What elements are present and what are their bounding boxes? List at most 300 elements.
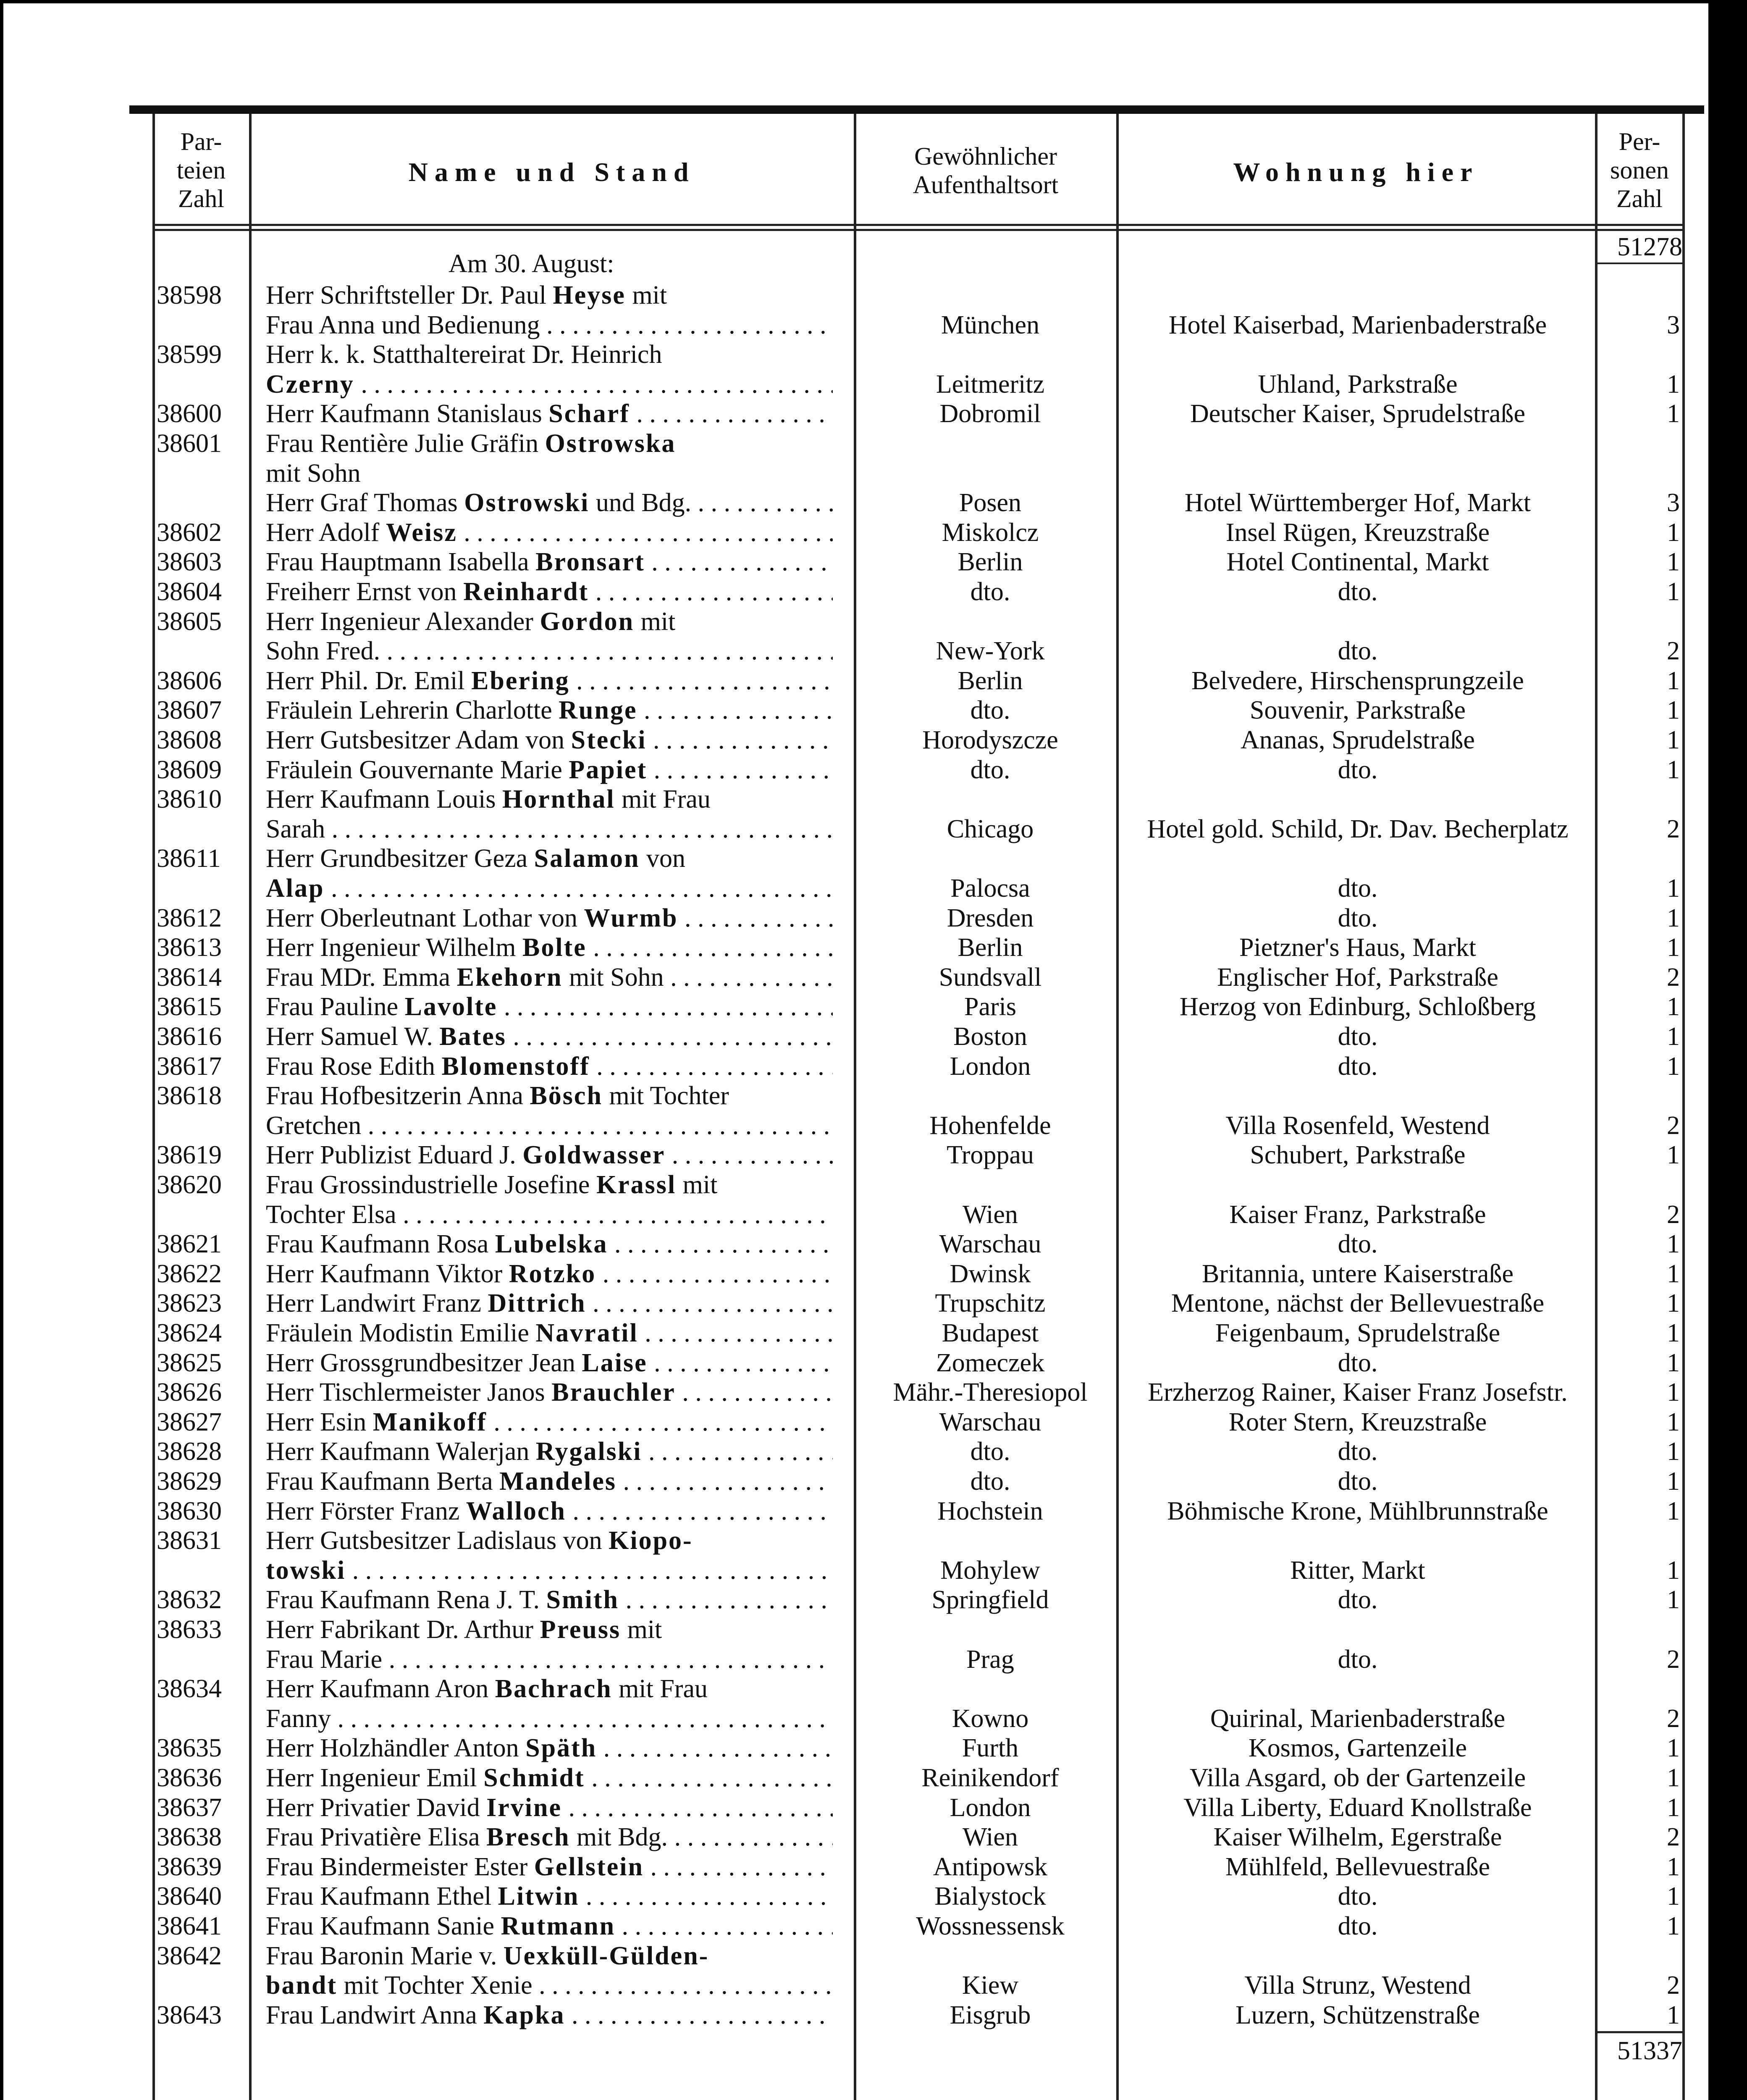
- entry-personen: 1: [1667, 903, 1680, 932]
- entry-text: Frau Kaufmann Rena J. T.: [266, 1586, 546, 1614]
- entry-name-line: [266, 1259, 833, 1289]
- entry-personen: 2: [1667, 1704, 1680, 1733]
- entry-ort: Boston: [953, 1022, 1027, 1051]
- entry-ort: Zomeczek: [936, 1348, 1045, 1377]
- entry-surname: Kapka: [483, 2000, 565, 2029]
- entry-ort: Berlin: [957, 933, 1023, 962]
- total-rule: [1595, 2031, 1685, 2033]
- entry-wohnung: dto.: [1338, 637, 1378, 666]
- entry-wohnung: Villa Liberty, Eduard Knollstraße: [1183, 1793, 1532, 1822]
- entry-name-line: [266, 1911, 833, 1941]
- entry-text: Gretchen: [266, 1111, 362, 1140]
- carry-over-count: 51278: [1617, 233, 1682, 261]
- entry-name-line: [266, 1556, 833, 1586]
- entry-name-line: [266, 1229, 833, 1259]
- entry-ort: Hohenfelde: [929, 1111, 1051, 1140]
- entry-text: Tochter Elsa: [266, 1200, 396, 1229]
- entry-wohnung: Mühlfeld, Bellevuestraße: [1225, 1852, 1490, 1881]
- register-page: [3, 3, 1708, 2100]
- entry-wohnung: Deutscher Kaiser, Sprudelstraße: [1190, 399, 1526, 428]
- entry-text: Herr Adolf: [266, 518, 386, 547]
- entry-wohnung: dto.: [1338, 1437, 1378, 1466]
- entry-ort: Dobromil: [939, 399, 1041, 428]
- entry-zahl: 38622: [157, 1259, 222, 1288]
- entry-surname: Blomenstoff: [441, 1052, 590, 1081]
- entry-surname: Scharf: [548, 399, 630, 428]
- entry-surname: bandt: [266, 1971, 338, 2000]
- entry-wohnung: Herzog von Edinburg, Schloßberg: [1179, 992, 1536, 1021]
- entry-text: Herr Gutsbesitzer Adam von: [266, 726, 571, 754]
- col-line-name: [854, 114, 856, 2100]
- entry-text: Frau Kaufmann Ethel: [266, 1882, 498, 1911]
- entry-personen: 1: [1667, 1852, 1680, 1881]
- entry-wohnung: dto.: [1338, 755, 1378, 784]
- entry-wohnung: Uhland, Parkstraße: [1258, 370, 1458, 399]
- entry-name-line: [266, 755, 833, 785]
- entry-surname: Lavolte: [404, 992, 498, 1021]
- entry-ort: Posen: [959, 488, 1022, 517]
- entry-personen: 1: [1667, 874, 1680, 903]
- entry-wohnung: dto.: [1338, 1586, 1378, 1614]
- entry-zahl: 38637: [157, 1793, 222, 1822]
- entry-text: Herr Phil. Dr. Emil: [266, 666, 472, 695]
- entry-surname: Bösch: [530, 1082, 603, 1110]
- entry-ort: Horodyszcze: [922, 726, 1058, 754]
- header-rule-1: [152, 224, 1685, 226]
- entry-surname: Bronsart: [535, 548, 645, 577]
- entry-wohnung: Kaiser Wilhelm, Egerstraße: [1213, 1823, 1502, 1852]
- entry-ort: London: [950, 1793, 1031, 1822]
- entry-surname: Dittrich: [488, 1289, 586, 1318]
- entry-ort: dto.: [970, 696, 1010, 725]
- entry-ort: London: [950, 1052, 1031, 1081]
- entry-surname: Irvine: [486, 1793, 562, 1822]
- entry-wohnung: Souvenir, Parkstraße: [1249, 696, 1466, 725]
- entry-surname: Gellstein: [534, 1852, 644, 1881]
- entry-zahl: 38626: [157, 1378, 222, 1407]
- entry-text: mit Tochter: [602, 1082, 729, 1110]
- entry-text: Frau Pauline: [266, 992, 405, 1021]
- entry-text: Herr Schriftsteller Dr. Paul: [266, 281, 553, 310]
- entry-surname: Uexküll-Gülden-: [503, 1941, 709, 1970]
- entry-surname: Navratil: [535, 1319, 638, 1347]
- entry-ort: Chicago: [947, 814, 1034, 843]
- entry-personen: 1: [1667, 1764, 1680, 1792]
- entry-zahl: 38631: [157, 1526, 222, 1555]
- entry-zahl: 38608: [157, 726, 222, 754]
- entry-ort: Wien: [963, 1200, 1018, 1229]
- entry-zahl: 38638: [157, 1823, 222, 1852]
- entry-text: Fanny: [266, 1704, 331, 1733]
- entry-personen: 1: [1667, 518, 1680, 547]
- entry-zahl: 38629: [157, 1467, 222, 1496]
- entry-name-line: [266, 1081, 833, 1111]
- entry-text: Herr Kaufmann Aron: [266, 1675, 495, 1704]
- entry-surname: Brauchler: [551, 1378, 676, 1407]
- entry-personen: 2: [1667, 963, 1680, 992]
- entry-text: Frau Rentière Julie Gräfin: [266, 429, 545, 458]
- entry-ort: Berlin: [957, 548, 1023, 577]
- entry-name-line: [266, 1941, 833, 1971]
- entry-name-line: [266, 903, 833, 933]
- entry-surname: Laise: [582, 1348, 648, 1377]
- entry-surname: Walloch: [466, 1496, 566, 1525]
- header-ort: Gewöhnlicher Aufenthaltsort: [913, 142, 1059, 199]
- entry-surname: Bolte: [522, 933, 587, 962]
- entry-ort: Troppau: [947, 1141, 1034, 1170]
- entry-text: Frau Kaufmann Berta: [266, 1467, 500, 1496]
- entry-wohnung: dto.: [1338, 1645, 1378, 1674]
- entry-text: mit Tochter Xenie: [337, 1971, 532, 2000]
- entry-personen: 2: [1667, 1823, 1680, 1852]
- entry-text: Herr Förster Franz: [266, 1496, 466, 1525]
- entry-surname: Lubelska: [495, 1230, 608, 1259]
- entry-personen: 1: [1667, 578, 1680, 606]
- entry-zahl: 38618: [157, 1082, 222, 1110]
- entry-zahl: 38603: [157, 548, 222, 577]
- entry-wohnung: dto.: [1338, 1052, 1378, 1081]
- entry-wohnung: Luzern, Schützenstraße: [1235, 2000, 1480, 2029]
- entry-surname: Hornthal: [502, 785, 615, 814]
- entry-personen: 1: [1667, 1437, 1680, 1466]
- entry-ort: Leitmeritz: [936, 370, 1045, 399]
- entry-text: mit: [625, 281, 667, 310]
- entry-ort: Furth: [962, 1734, 1019, 1763]
- entry-name-line: [266, 1052, 833, 1082]
- entry-text: mit Frau: [612, 1675, 708, 1704]
- entry-name-line: [266, 1289, 833, 1318]
- entry-wohnung: Britannia, untere Kaiserstraße: [1202, 1259, 1514, 1288]
- entry-text: Frau Hauptmann Isabella: [266, 548, 536, 577]
- subtotal-rule: [1595, 262, 1685, 264]
- entry-ort: Warschau: [939, 1230, 1041, 1259]
- entry-surname: Rygalski: [535, 1437, 642, 1466]
- entry-name-line: [266, 963, 833, 992]
- entry-personen: 1: [1667, 1052, 1680, 1081]
- entry-wohnung: Mentone, nächst der Bellevuestraße: [1171, 1289, 1545, 1318]
- entry-name-line: [266, 992, 833, 1022]
- entry-text: und Bdg.: [589, 488, 692, 517]
- entry-text: Frau Landwirt Anna: [266, 2000, 484, 2029]
- entry-wohnung: Villa Asgard, ob der Gartenzeile: [1189, 1764, 1526, 1792]
- header-name: Name und Stand: [408, 157, 695, 187]
- entry-name-line: [266, 1496, 833, 1526]
- entry-zahl: 38632: [157, 1586, 222, 1614]
- entry-ort: Dwinsk: [950, 1259, 1031, 1288]
- entry-ort: Prag: [966, 1645, 1014, 1674]
- entry-zahl: 38616: [157, 1022, 222, 1051]
- entry-name-line: [266, 1111, 833, 1141]
- entry-personen: 1: [1667, 992, 1680, 1021]
- entry-personen: 1: [1667, 1556, 1680, 1585]
- entry-name-line: [266, 1170, 833, 1200]
- entry-surname: Rutmann: [501, 1912, 616, 1940]
- entry-text: Herr Ingenieur Wilhelm: [266, 933, 522, 962]
- entry-name-line: [266, 814, 833, 844]
- entry-ort: Budapest: [942, 1319, 1039, 1347]
- entry-personen: 2: [1667, 637, 1680, 666]
- entry-personen: 1: [1667, 1289, 1680, 1318]
- entry-name-line: [266, 1763, 833, 1793]
- entry-text: Herr Tischlermeister Janos: [266, 1378, 552, 1407]
- entry-personen: 3: [1667, 310, 1680, 339]
- entry-text: Frau Anna und Bedienung: [266, 310, 540, 339]
- entry-zahl: 38636: [157, 1764, 222, 1792]
- entry-surname: Späth: [525, 1734, 597, 1763]
- entry-ort: Sundsvall: [939, 963, 1042, 992]
- entry-ort: New-York: [936, 637, 1045, 666]
- entry-surname: Bresch: [486, 1823, 570, 1852]
- entry-text: Herr Samuel W.: [266, 1022, 440, 1051]
- entry-zahl: 38602: [157, 518, 222, 547]
- entry-personen: 1: [1667, 1319, 1680, 1347]
- entry-surname: Smith: [546, 1586, 619, 1614]
- entry-text: Herr Publizist Eduard J.: [266, 1141, 523, 1170]
- entry-personen: 1: [1667, 2000, 1680, 2029]
- entry-surname: Czerny: [266, 370, 354, 399]
- entry-text: mit Sohn: [266, 459, 361, 488]
- entry-ort: Paris: [964, 992, 1016, 1021]
- entry-name-line: [266, 1378, 833, 1407]
- entry-name-line: [266, 1882, 833, 1911]
- header-wohnung: Wohnung hier: [1233, 157, 1479, 187]
- entry-wohnung: Englischer Hof, Parkstraße: [1217, 963, 1498, 992]
- entry-name-line: [266, 607, 833, 637]
- entry-zahl: 38598: [157, 281, 222, 310]
- entry-personen: 1: [1667, 1230, 1680, 1259]
- entry-text: Herr Ingenieur Alexander: [266, 607, 540, 636]
- entry-text: mit Bdg.: [570, 1823, 668, 1852]
- entry-name-line: [266, 577, 833, 607]
- entry-text: Frau Marie: [266, 1645, 383, 1674]
- entry-personen: 1: [1667, 1378, 1680, 1407]
- entry-personen: 1: [1667, 1022, 1680, 1051]
- entry-personen: 1: [1667, 548, 1680, 577]
- entry-surname: Salamon: [534, 844, 640, 873]
- entry-name-line: [266, 310, 833, 340]
- entry-name-line: [266, 1674, 833, 1704]
- entry-ort: dto.: [970, 755, 1010, 784]
- entry-name-line: [266, 1615, 833, 1645]
- entry-wohnung: dto.: [1338, 1348, 1378, 1377]
- entry-text: mit: [621, 1615, 662, 1644]
- entry-name-line: [266, 636, 833, 666]
- entry-ort: Hochstein: [937, 1496, 1043, 1525]
- entry-text: Frau Baronin Marie v.: [266, 1941, 504, 1970]
- entry-wohnung: Erzherzog Rainer, Kaiser Franz Josefstr.: [1148, 1378, 1568, 1407]
- entry-zahl: 38619: [157, 1141, 222, 1170]
- entry-personen: 2: [1667, 1645, 1680, 1674]
- entry-wohnung: dto.: [1338, 1467, 1378, 1496]
- entry-ort: Berlin: [957, 666, 1023, 695]
- entry-text: Fräulein Gouvernante Marie: [266, 755, 569, 784]
- entry-zahl: 38634: [157, 1675, 222, 1704]
- entry-surname: Litwin: [498, 1882, 580, 1911]
- entry-surname: Gordon: [540, 607, 635, 636]
- entry-surname: Krassl: [596, 1171, 677, 1199]
- entry-wohnung: Schubert, Parkstraße: [1250, 1141, 1466, 1170]
- entry-name-line: [266, 340, 833, 370]
- entry-text: Herr Kaufmann Stanislaus: [266, 399, 549, 428]
- entry-wohnung: dto.: [1338, 1882, 1378, 1911]
- entry-text: Frau Kaufmann Sanie: [266, 1912, 501, 1940]
- entry-zahl: 38609: [157, 755, 222, 784]
- entry-zahl: 38630: [157, 1496, 222, 1525]
- entry-wohnung: Villa Rosenfeld, Westend: [1225, 1111, 1490, 1140]
- entry-zahl: 38628: [157, 1437, 222, 1466]
- entry-name-line: [266, 844, 833, 874]
- entry-zahl: 38641: [157, 1912, 222, 1940]
- entry-name-line: [266, 1704, 833, 1734]
- entry-zahl: 38623: [157, 1289, 222, 1318]
- entry-text: Herr Kaufmann Viktor: [266, 1259, 509, 1288]
- entry-zahl: 38633: [157, 1615, 222, 1644]
- entry-name-line: [266, 547, 833, 577]
- entry-name-line: [266, 1585, 833, 1615]
- entry-personen: 1: [1667, 755, 1680, 784]
- entry-text: Herr Holzhändler Anton: [266, 1734, 526, 1763]
- entry-surname: Alap: [266, 874, 325, 903]
- entry-text: Herr Esin: [266, 1407, 373, 1436]
- entry-wohnung: Insel Rügen, Kreuzstraße: [1225, 518, 1490, 547]
- entry-ort: Wien: [963, 1823, 1018, 1852]
- entry-wohnung: dto.: [1338, 1022, 1378, 1051]
- entry-text: Frau Kaufmann Rosa: [266, 1230, 495, 1259]
- entry-wohnung: Ananas, Sprudelstraße: [1241, 726, 1475, 754]
- entry-name-line: [266, 785, 833, 814]
- entry-name-line: [266, 1140, 833, 1170]
- entry-personen: 2: [1667, 1971, 1680, 2000]
- entry-zahl: 38642: [157, 1941, 222, 1970]
- entry-name-line: [266, 933, 833, 963]
- entry-personen: 1: [1667, 1348, 1680, 1377]
- entry-name-line: [266, 666, 833, 696]
- entry-name-line: [266, 874, 833, 903]
- entry-text: Herr k. k. Statthaltereirat Dr. Heinrich: [266, 340, 662, 369]
- entry-surname: Manikoff: [372, 1407, 487, 1436]
- entry-zahl: 38624: [157, 1319, 222, 1347]
- entry-surname: Ostrowski: [464, 488, 590, 517]
- entry-ort: Eisgrub: [950, 2000, 1031, 2029]
- entry-text: Herr Oberleutnant Lothar von: [266, 903, 584, 932]
- entry-text: Frau MDr. Emma: [266, 963, 457, 992]
- entry-ort: Dresden: [947, 903, 1034, 932]
- entry-text: Herr Fabrikant Dr. Arthur: [266, 1615, 540, 1644]
- entry-ort: dto.: [970, 578, 1010, 606]
- entry-personen: 1: [1667, 933, 1680, 962]
- entry-surname: Rotzko: [509, 1259, 596, 1288]
- entry-text: Sarah: [266, 814, 325, 843]
- entry-zahl: 38605: [157, 607, 222, 636]
- entry-zahl: 38640: [157, 1882, 222, 1911]
- entry-zahl: 38611: [157, 844, 221, 873]
- entry-ort: Bialystock: [934, 1882, 1046, 1911]
- entry-personen: 1: [1667, 1496, 1680, 1525]
- entry-wohnung: dto.: [1338, 578, 1378, 606]
- entry-wohnung: Böhmische Krone, Mühlbrunnstraße: [1167, 1496, 1548, 1525]
- entry-text: Herr Privatier David: [266, 1793, 487, 1822]
- entry-personen: 2: [1667, 1111, 1680, 1140]
- entry-ort: Springfield: [931, 1586, 1049, 1614]
- entry-text: mit: [676, 1171, 718, 1199]
- entry-text: Sohn Fred.: [266, 637, 380, 666]
- entry-text: Herr Grossgrundbesitzer Jean: [266, 1348, 582, 1377]
- entry-surname: Runge: [559, 696, 637, 725]
- entry-surname: Bachrach: [495, 1675, 612, 1704]
- entry-wohnung: Pietzner's Haus, Markt: [1239, 933, 1476, 962]
- header-zahl: Par- teien Zahl: [176, 128, 226, 213]
- entry-name-line: [266, 1200, 833, 1230]
- entry-text: Herr Gutsbesitzer Ladislaus von: [266, 1526, 609, 1555]
- entry-surname: Ebering: [471, 666, 570, 695]
- entry-surname: Preuss: [540, 1615, 621, 1644]
- entry-surname: Papiet: [569, 755, 648, 784]
- entry-zahl: 38621: [157, 1230, 222, 1259]
- entry-name-line: [266, 1022, 833, 1052]
- entry-zahl: 38604: [157, 578, 222, 606]
- entry-personen: 1: [1667, 1141, 1680, 1170]
- entry-zahl: 38599: [157, 340, 222, 369]
- entry-name-line: [266, 1318, 833, 1348]
- entry-personen: 1: [1667, 1586, 1680, 1614]
- entry-surname: Schmidt: [483, 1764, 585, 1792]
- entry-text: Herr Landwirt Franz: [266, 1289, 488, 1318]
- entry-surname: Wurmb: [584, 903, 678, 932]
- entry-zahl: 38606: [157, 666, 222, 695]
- col-line-right: [1682, 114, 1685, 2100]
- entry-name-line: [266, 1852, 833, 1882]
- entry-personen: 1: [1667, 1407, 1680, 1436]
- entry-name-line: [266, 518, 833, 548]
- entry-zahl: 38601: [157, 429, 222, 458]
- entry-text: Herr Kaufmann Walerjan: [266, 1437, 536, 1466]
- entry-name-line: [266, 1407, 833, 1437]
- entry-text: mit Sohn: [562, 963, 664, 992]
- entry-zahl: 38620: [157, 1171, 222, 1199]
- entry-personen: 2: [1667, 1200, 1680, 1229]
- total-count: 51337: [1617, 2037, 1682, 2065]
- entry-name-line: [266, 696, 833, 725]
- entry-text: Herr Kaufmann Louis: [266, 785, 502, 814]
- entry-personen: 1: [1667, 696, 1680, 725]
- entry-name-line: [266, 1467, 833, 1496]
- entry-personen: 1: [1667, 1793, 1680, 1822]
- entry-wohnung: Hotel gold. Schild, Dr. Dav. Becherplatz: [1147, 814, 1569, 843]
- entry-text: Freiherr Ernst von: [266, 578, 464, 606]
- col-line-left: [152, 114, 155, 2100]
- entry-ort: Kiew: [962, 1971, 1019, 2000]
- entry-text: Frau Rose Edith: [266, 1052, 442, 1081]
- entry-ort: Reinikendorf: [921, 1764, 1059, 1792]
- entry-text: Herr Ingenieur Emil: [266, 1764, 484, 1792]
- entry-wohnung: Hotel Württemberger Hof, Markt: [1184, 488, 1531, 517]
- entry-surname: Mandeles: [499, 1467, 616, 1496]
- entry-surname: Ekehorn: [456, 963, 563, 992]
- col-line-zahl: [249, 114, 252, 2100]
- entry-ort: Trupschitz: [935, 1289, 1046, 1318]
- entry-ort: Warschau: [939, 1407, 1041, 1436]
- entry-ort: Mähr.-Theresiopol: [893, 1378, 1088, 1407]
- entry-wohnung: Hotel Continental, Markt: [1226, 548, 1489, 577]
- entry-name-line: [266, 2000, 833, 2030]
- entry-zahl: 38612: [157, 903, 222, 932]
- entry-zahl: 38617: [157, 1052, 222, 1081]
- entry-wohnung: Hotel Kaiserbad, Marienbaderstraße: [1168, 310, 1547, 339]
- header-rule-2: [152, 229, 1685, 231]
- entry-text: mit: [634, 607, 676, 636]
- entry-wohnung: Kosmos, Gartenzeile: [1249, 1734, 1467, 1763]
- entry-wohnung: dto.: [1338, 903, 1378, 932]
